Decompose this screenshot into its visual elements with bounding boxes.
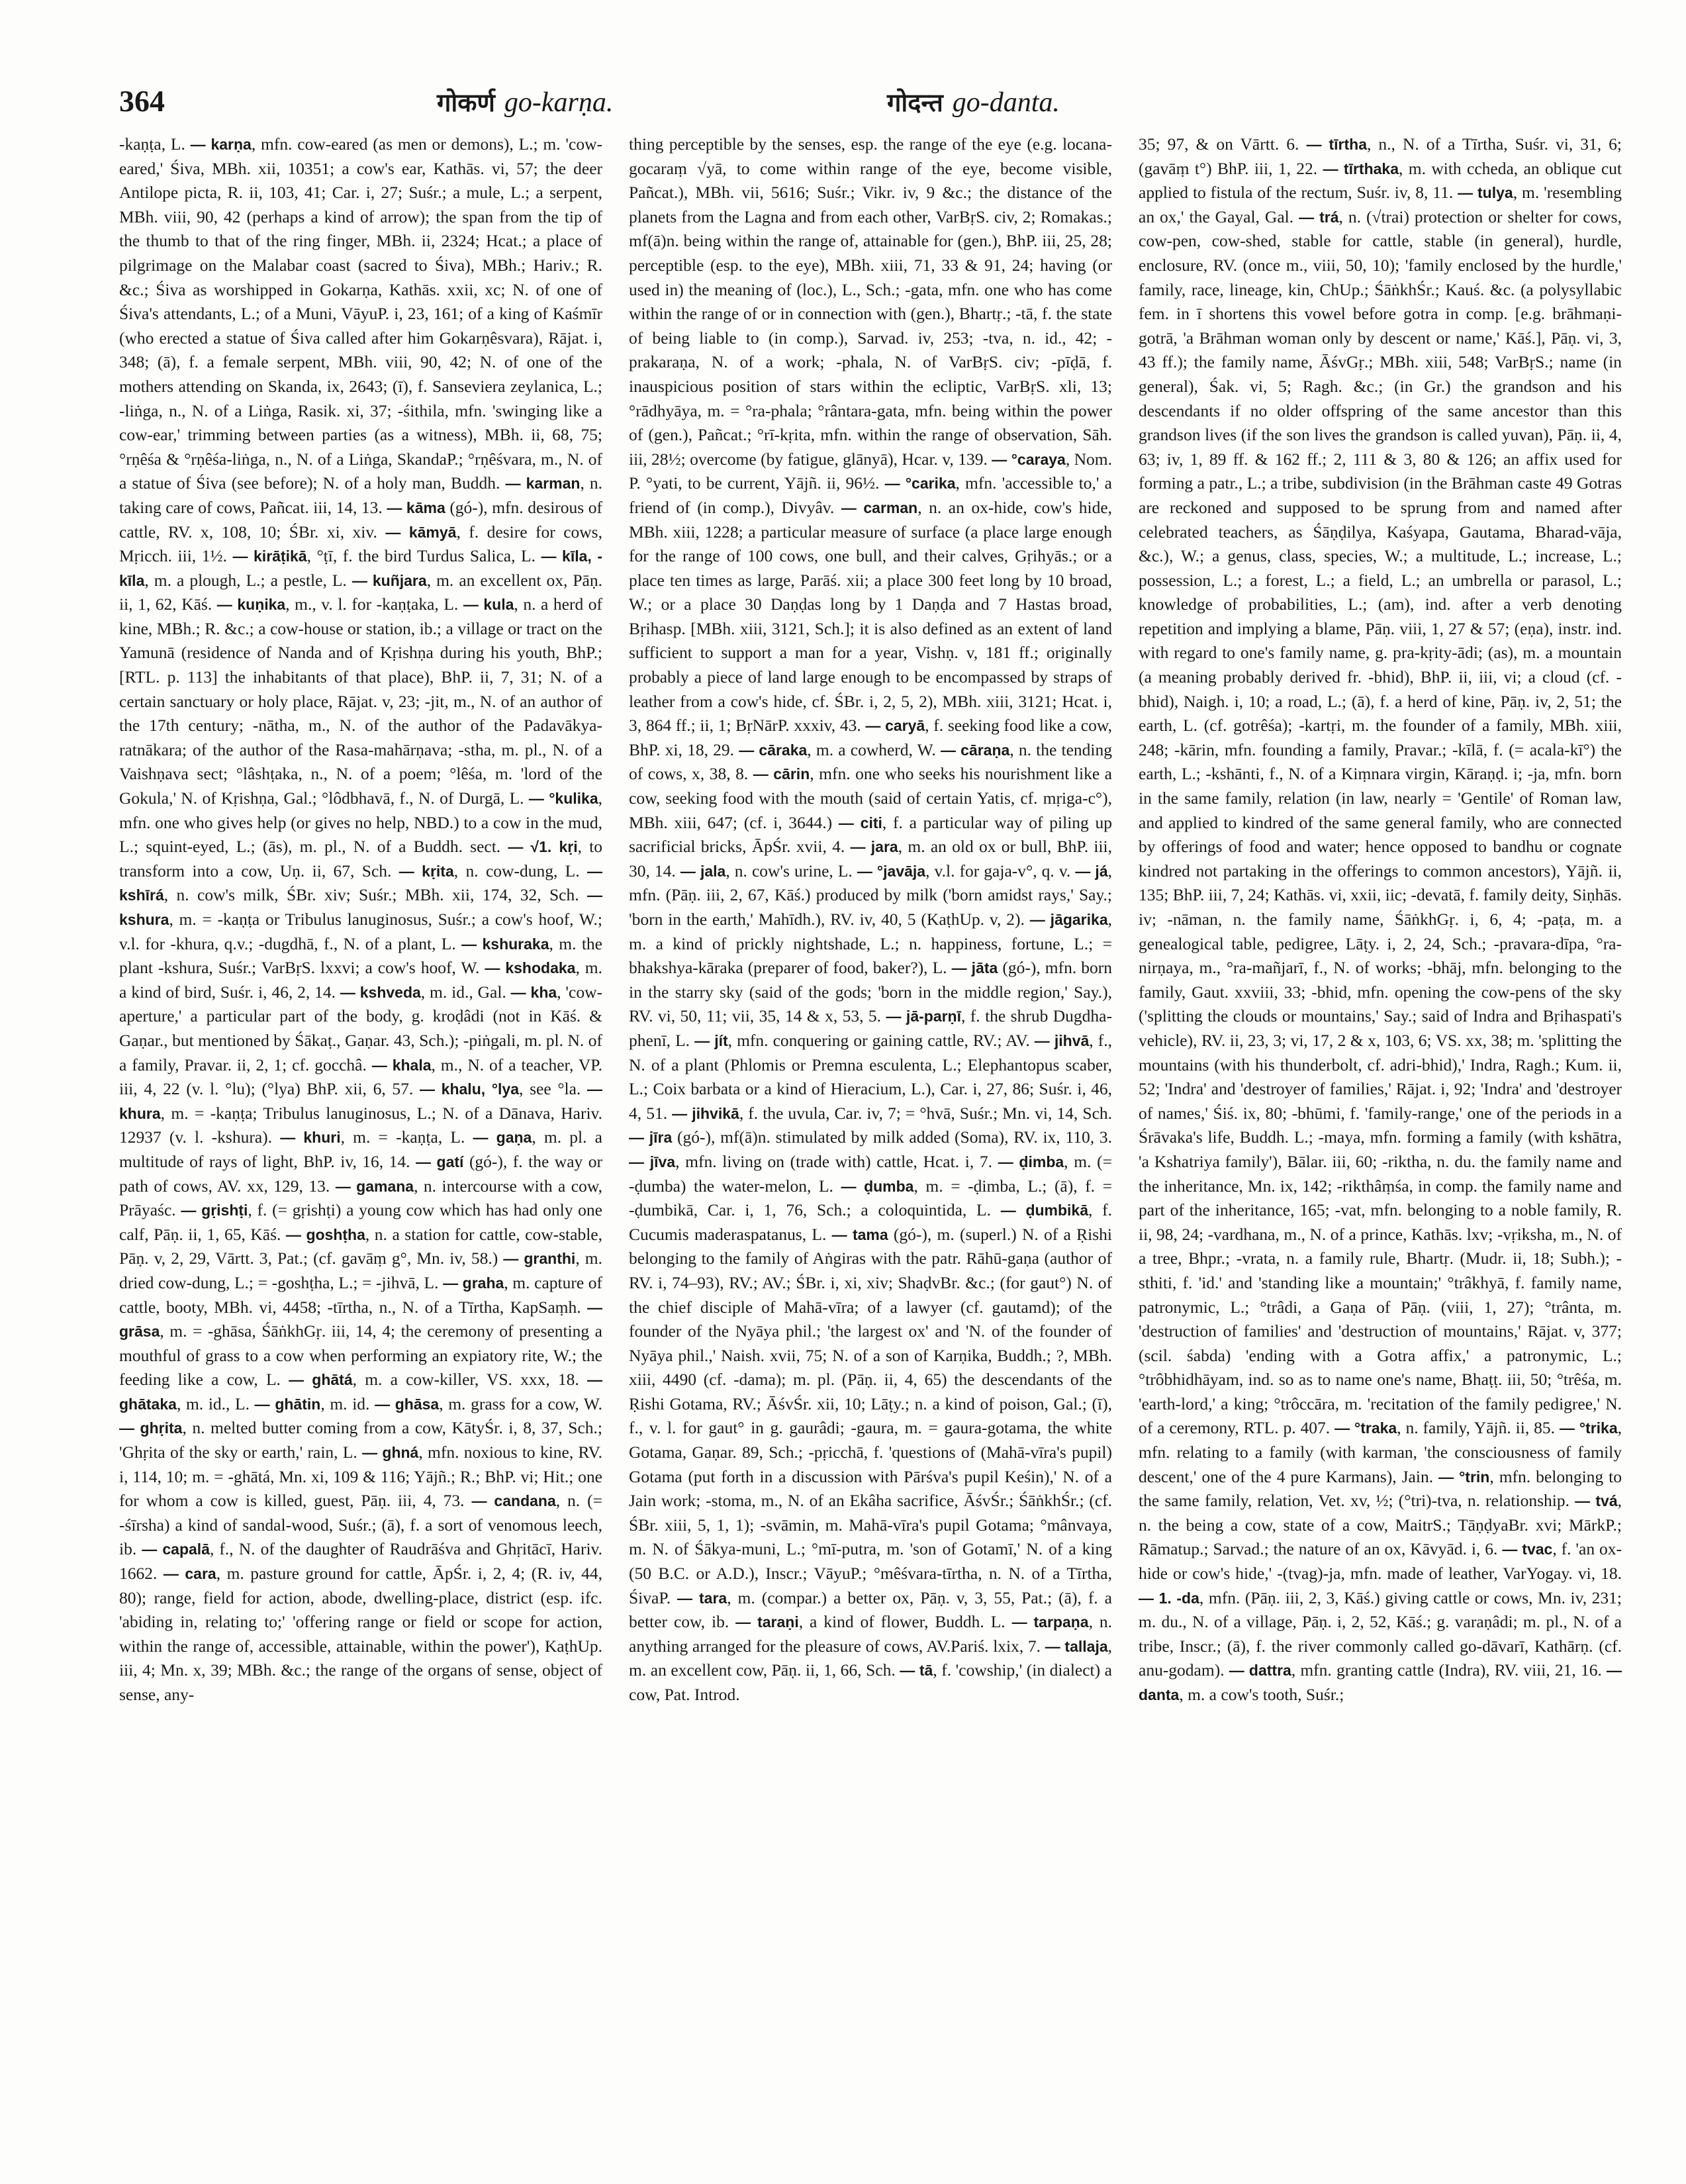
- page-number: 364: [119, 84, 165, 118]
- headword: — khura: [119, 1080, 602, 1122]
- definition-text: 35; 97, & on Vārtt. 6.: [1139, 134, 1307, 154]
- definition-text: , m. an excellent ox, Pāṇ. ii, 1, 62, Kāś.: [119, 570, 602, 614]
- headword: — tvac: [1502, 1541, 1553, 1558]
- definition-text: , n. cow's milk, ŚBr. xiv; Suśr.; MBh. xii, 174, 32, Sch.: [164, 885, 587, 905]
- definition-text: , mfn. one who gives help (or gives no help, NBD.) to a cow in the mud, L.; squint-eyed, L.; (ās), m. pl., N. of a Buddh. sect.: [119, 788, 602, 857]
- definition-text: , n. an ox-hide, cow's hide, MBh. xiii, 1228; a particular measure of surface (a place large enough for the range of 100 cows, one bull, and their calves, Gṛihyās.; or a place ten times as large, Parāś. xii; a place 300 feet long by 10 broad, W.; or a place 30 Daṇḍas long by 1 Daṇḍa and 7 Hastas broad, Bṛihasp. [MBh. xiii, 3121, Sch.]; it is also defined as an extent of land sufficient to support a man for a year, Vishṇ. v, 181 ff.; originally probably a piece of land large enough to be encompassed by straps of leather from a cow's hide, cf. ŚBr. i, 2, 5, 2), MBh. xiii, 3121; Hcat. i, 3, 864 ff.; ii, 1; BṛNārP. xxxiv, 43.: [629, 497, 1112, 736]
- column-2: [629, 132, 1112, 2158]
- headword: — tallaja: [1045, 1637, 1108, 1655]
- headword: — citi: [838, 814, 882, 831]
- headword: — jīva: [629, 1153, 676, 1170]
- running-head-right: [887, 85, 1060, 119]
- headword: — kṛita: [398, 862, 454, 880]
- definition-text: , f. a particular way of piling up sacrificial bricks, ĀpŚr. xvii, 4.: [629, 812, 1112, 857]
- headword: — gṛishṭi: [181, 1202, 248, 1219]
- definition-text: , to transform into a cow, Uṇ. ii, 67, Sch.: [119, 837, 602, 880]
- headword: — cara: [163, 1565, 216, 1583]
- headword: — kula: [463, 596, 514, 614]
- headword: — tīrthaka: [1323, 160, 1399, 177]
- headword: — 1. -da: [1139, 1589, 1199, 1607]
- definition-text: , n. a station for cattle, cow-stable, Pāṇ. v, 2, 29, Vārtt. 3, Pat.; (cf. gavāṃ g°, Mn. iv, 58.): [119, 1224, 602, 1268]
- definition-text: , mfn. granting cattle (Indra), RV. viii, 21, 16.: [1291, 1660, 1607, 1680]
- definition-text: , m. id., Gal.: [420, 982, 511, 1002]
- headword: — jihvā: [1034, 1031, 1090, 1049]
- headword: — trá: [1299, 208, 1339, 226]
- definition-text: , m. the plant -kshura, Suśr.; VarBṛS. lxxvi; a cow's hoof, W.: [119, 933, 602, 978]
- definition-text: , m. an excellent cow, Pāṇ. ii, 1, 66, Sch.: [629, 1636, 1112, 1680]
- definition-text: , m. capture of cattle, booty, MBh. vi, 4458; -tīrtha, n., N. of a Tīrtha, KapSaṃh.: [119, 1272, 602, 1317]
- definition-text: , f. seeking food like a cow, BhP. xi, 18, 29.: [629, 716, 1112, 759]
- headword: — °traka: [1335, 1419, 1397, 1437]
- headword: — ghātin: [254, 1395, 321, 1413]
- definition-text: , m. a cowherd, W.: [807, 739, 941, 759]
- definition-text: , m. a plough, L.; a pestle, L.: [144, 570, 352, 590]
- definition-text: , mfn. noxious to kine, RV. i, 114, 10; m. = -ghātá, Mn. xi, 109 & 116; Yājñ.; R.; BhP. vi; Hit.; one for whom a cow is killed, guest, Pāṇ. iii, 4, 73.: [119, 1443, 602, 1511]
- definition-text: -kaṇṭa, L.: [119, 134, 191, 154]
- headword: — candana: [471, 1492, 556, 1510]
- headword: — cāraṇa: [940, 741, 1010, 759]
- definition-text: , m. = -kaṇṭa; Tribulus lanuginosus, L.; N. of a Dānava, Hariv. 12937 (v. l. -kshura).: [119, 1103, 602, 1147]
- definition-text: , m. a cow's tooth, Suśr.;: [1179, 1685, 1344, 1704]
- headword: — kshodaka: [485, 959, 576, 977]
- definition-text: , m. (= -ḍumba) the water-melon, L.: [629, 1151, 1112, 1196]
- definition-text: , m. a kind of bird, Suśr. i, 46, 2, 14.: [119, 958, 602, 1002]
- headword: — danta: [1139, 1662, 1622, 1703]
- definition-text: , m. = -ḍimba, L.; (ā), f. = -ḍumbikā, Car. i, 1, 76, Sch.; a coloquintida, L.: [629, 1176, 1112, 1220]
- headword: — granthi: [503, 1250, 576, 1268]
- definition-text: , n. a herd of kine, MBh.; R. &c.; a cow-house or station, ib.; a village or tract on the Yamunā (residence of Nanda and of Kṛishṇa during his youth, BhP.; [RTL. p. 113] the inhabitants of that place), BhP. ii, 7, 31; N. of a certain sanctuary or holy place, Rājat. v, 23; -jit, m., N. of an author of the 17th century; -nātha, m., N. of the author of the Padavākya-ratnākara; of the author of the Rasa-mahārṇava; -stha, m. pl., N. of a Vaishṇava sect; °lâshṭaka, n., N. of a poem; °lêśa, m. 'lord of the Gokula,' N. of Kṛishṇa, Gal.; °lôdbhavā, f., N. of Durgā, L.: [119, 594, 602, 808]
- headword: — jāgarika: [1029, 911, 1108, 928]
- definition-text: , m. an old ox or bull, BhP. iii, 30, 14.: [629, 837, 1112, 880]
- definition-text: , m. 'resembling an ox,' the Gayal, Gal.: [1139, 183, 1622, 226]
- headword: — graha: [443, 1274, 504, 1292]
- definition-text: , f. the uvula, Car. iv, 7; = °hvā, Suśr.; Mn. vi, 14, Sch.: [739, 1103, 1112, 1123]
- headword: — jít: [694, 1031, 728, 1049]
- definition-text: , m. pl. a multitude of rays of light, BhP. iv, 16, 14.: [119, 1127, 602, 1171]
- column-2-text: [629, 132, 1112, 1707]
- definition-text: , m. grass for a cow, W.: [439, 1394, 602, 1413]
- definition-text: , Nom. P. °yati, to be current, Yājñ. ii, 96½.: [629, 449, 1112, 493]
- headword: — jā-parṇī: [886, 1008, 961, 1025]
- definition-text: , n. taking care of cows, Pañcat. iii, 14, 13.: [119, 473, 602, 517]
- definition-text: , mfn. belonging to the same family, relation, Vet. xv, ½; (°tri)-tva, n. relationship.: [1139, 1466, 1622, 1511]
- definition-text: , n. the being a cow, state of a cow, MaitrS.; TāṇḍyaBr. xvi; MārkP.; Rāmatup.; Sarvad.; the nature of an ox, Kāvyād. i, 6.: [1139, 1491, 1622, 1559]
- definition-text: , °ṭī, f. the bird Turdus Salica, L.: [306, 546, 541, 566]
- headword: — °carika: [884, 475, 956, 493]
- headword: — jala: [680, 862, 726, 880]
- definition-text: , f. (= gṛishṭi) a young cow which has had only one calf, Pāṇ. ii, 1, 65, Kāś.: [119, 1200, 602, 1244]
- headword: — grāsa: [119, 1298, 602, 1341]
- running-head-right-devanagari: गोदन्त: [887, 88, 943, 117]
- headword: — caryā: [865, 717, 925, 735]
- definition-text: (gó-), f. the way or path of cows, AV. xx, 129, 13.: [119, 1151, 602, 1196]
- headword: — ghātá: [289, 1371, 353, 1389]
- definition-text: , m. (compar.) a better ox, Pāṇ. v, 3, 55, Pat.; (ā), f. a better cow, ib.: [629, 1588, 1112, 1632]
- definition-text: , m., N. of a teacher, VP. iii, 4, 22 (v. l. °lu); (°lya) BhP. xii, 6, 57.: [119, 1055, 602, 1099]
- definition-text: , m. with ccheda, an oblique cut applied to fistula of the rectum, Suśr. iv, 8, 11.: [1139, 158, 1622, 203]
- definition-text: , mfn. one who seeks his nourishment like a cow, seeking food with the mouth (said of certain Yatis, cf. mṛiga-c°), MBh. xiii, 647; (cf. i, 3644.): [629, 764, 1112, 832]
- definition-text: , m. = -kaṇṭa or Tribulus lanuginosus, Suśr.; a cow's hoof, W.; v.l. for -khura, q.v.; -dugdhā, f., N. of a plant, L.: [119, 910, 602, 953]
- running-head-right-roman: go-danta.: [952, 87, 1060, 118]
- headword: — jīra: [629, 1129, 673, 1147]
- headword: — dattra: [1229, 1662, 1291, 1680]
- headword: — ghāsa: [375, 1395, 440, 1413]
- headword: — √1. kṛi: [508, 838, 578, 856]
- definition-text: , n. family, Yājñ. ii, 85.: [1397, 1418, 1560, 1438]
- page-header: [119, 83, 1620, 130]
- headword: — tarpaṇa: [1011, 1613, 1089, 1631]
- headword: — kuñjara: [351, 571, 427, 589]
- definition-text: , m. id., L.: [176, 1394, 255, 1413]
- headword: — kshuraka: [461, 935, 549, 953]
- headword: — ḍumbikā: [1000, 1202, 1089, 1219]
- definition-text: , a kind of flower, Buddh. L.: [798, 1612, 1012, 1632]
- headword: — °kulika: [528, 790, 598, 808]
- definition-text: , f. 'cowship,' (in dialect) a cow, Pat. Introd.: [629, 1660, 1112, 1704]
- headword: — gamana: [335, 1177, 414, 1195]
- headword: — ghṛita: [119, 1419, 183, 1437]
- headword: — °javāja: [857, 862, 926, 880]
- headword: — ghātaka: [119, 1371, 602, 1413]
- running-head-left: [437, 85, 613, 119]
- definition-text: , f., N. of a plant (Phlomis or Premna esculenta, L.; Elephantopus scaber, L.; Coix barbata or a kind of Hieracium, L.), Car. i, 27, 86; Suśr. i, 46, 4, 51.: [629, 1030, 1112, 1123]
- headword: — tulya: [1458, 184, 1513, 202]
- definition-text: , n. the tending of cows, x, 38, 8.: [629, 739, 1112, 784]
- headword: — tīrtha: [1306, 136, 1368, 153]
- definition-text: , n., N. of a Tīrtha, Suśr. vi, 31, 6; (gavāṃ t°) BhP. iii, 1, 22.: [1139, 134, 1622, 178]
- column-3: [1139, 132, 1622, 2158]
- headword: — °trika: [1559, 1419, 1618, 1437]
- dictionary-columns: [119, 132, 1622, 2158]
- definition-text: , m. = -ghāsa, ŚāṅkhGṛ. iii, 14, 4; the ceremony of presenting a mouthful of grass to a cow when performing an expiatory rite, W.; the feeding like a cow, L.: [119, 1321, 602, 1390]
- headword: — khalu, °lya: [419, 1080, 520, 1098]
- headword: — tā: [900, 1662, 933, 1680]
- definition-text: , n. cow's urine, L.: [726, 861, 857, 880]
- headword: — jāta: [951, 959, 998, 977]
- headword: — karṇa: [190, 136, 252, 153]
- definition-text: , see °la.: [519, 1079, 587, 1099]
- definition-text: , n. cow-dung, L.: [453, 861, 587, 880]
- headword: — kāmyā: [385, 523, 457, 541]
- definition-text: , f., N. of the daughter of Raudrāśva and Ghṛitācī, Hariv. 1662.: [119, 1539, 602, 1584]
- headword: — cāraka: [739, 741, 808, 759]
- headword: — kāma: [387, 499, 445, 516]
- headword: — ḍumba: [841, 1177, 914, 1195]
- definition-text: , m. id.: [320, 1394, 375, 1413]
- headword: — jihvikā: [672, 1104, 739, 1122]
- column-1-text: [119, 132, 602, 1707]
- headword: — karman: [505, 475, 581, 493]
- definition-text: , n. (= -śīrsha) a kind of sandal-wood, Suśr.; (ā), f. a sort of venomous leech, ib.: [119, 1491, 602, 1559]
- definition-text: , m. dried cow-dung, L.; = -goshṭha, L.; = -jihvā, L.: [119, 1249, 602, 1292]
- definition-text: , m., v. l. for -kaṇṭaka, L.: [285, 594, 463, 614]
- headword: — tvá: [1575, 1492, 1618, 1510]
- definition-text: , mfn. 'accessible to,' a friend of (in comp.), Divyâv.: [629, 473, 1112, 517]
- definition-text: , n. anything arranged for the pleasure of cows, AV.Pariś. lxix, 7.: [629, 1612, 1112, 1656]
- headword: — kuṇika: [216, 596, 286, 614]
- headword: — kirāṭikā: [232, 547, 307, 565]
- definition-text: , m. a kind of prickly nightshade, L.; n. happiness, fortune, L.; = bhakshya-kāraka (preparer of food, baker?), L.: [629, 910, 1112, 978]
- headword: — gaṇa: [473, 1129, 532, 1147]
- headword: — kīla, -kīla: [119, 547, 602, 589]
- headword: — kha: [510, 983, 557, 1001]
- running-head-left-devanagari: गोकर्ण: [437, 88, 495, 117]
- definition-text: (gó-), mfn. born in the starry sky (said of the gods; 'born in the middle region,' Say.), RV. vi, 50, 11; vii, 35, 14 & x, 53, 5.: [629, 958, 1112, 1026]
- definition-text: , 'cow-aperture,' a particular part of the body, g. kroḍâdi (not in Kāś. & Gaṇar., but mentioned by Śākaṭ., Gaṇar. 43, Sch.); -piṅgali, m. pl. N. of a family, Pravar. ii, 2, 1; cf. gocchâ.: [119, 982, 602, 1074]
- headword: — cārin: [753, 765, 810, 783]
- definition-text: , v.l. for gaja-v°, q. v.: [925, 861, 1076, 880]
- headword: — °trin: [1438, 1468, 1490, 1486]
- definition-text: , m. a cow-killer, VS. xxx, 18.: [352, 1370, 587, 1390]
- headword: — gatí: [416, 1153, 464, 1170]
- headword: — ḍimba: [998, 1153, 1064, 1170]
- column-3-text: [1139, 132, 1622, 1707]
- definition-text: , f. Cucumis maderaspatanus, L.: [629, 1200, 1112, 1244]
- headword: — ghná: [362, 1444, 419, 1462]
- definition-text: , f. the shrub Dugdha-phenī, L.: [629, 1006, 1112, 1050]
- headword: — goshṭha: [285, 1225, 365, 1243]
- headword: — kshveda: [340, 983, 421, 1001]
- headword: — taraṇi: [735, 1613, 799, 1631]
- definition-text: , mfn. living on (trade with) cattle, Hcat. i, 7.: [675, 1151, 998, 1171]
- definition-text: thing perceptible by the senses, esp. the range of the eye (e.g. locana-gocaraṃ √yā, to come within range of the eye, become visible, Pañcat.), MBh. vii, 5616; Suśr.; Vikr. iv, 9 &c.; the distance of the planets from the Lagna and from each other, VarBṛS. civ, 2; Romakas.; mf(ā)n. being within the range of, attainable for (gen.), BhP. iii, 25, 28; perceptible (esp. to the eye), MBh. xiii, 71, 33 & 91, 24; having (or used in) the meaning of (loc.), L., Sch.; -gata, mfn. one who has come within the range of or in connection with (gen.), Bhartṛ.; -tā, f. the state of being liable to (in comp.), Sarvad. iv, 253; -tva, n. id., 42; -prakaraṇa, N. of a work; -phala, N. of VarBṛS. civ; -pīḍā, f. inauspicious position of stars within the ecliptic, VarBṛS. xli, 13; °rādhyāya, m. = °ra-phala; °rântara-gata, mfn. being within the power of (gen.), Pañcat.; °rī-kṛita, mfn. within the range of observation, Sāh. iii, 28½; overcome (by fatigue, glānyā), Hcar. v, 139.: [629, 134, 1112, 469]
- definition-text: , f. 'an ox-hide or cow's hide,' -(tvag)-ja, mfn. made of leather, VarYogay. vi, 18.: [1139, 1539, 1622, 1584]
- headword: — °caraya: [992, 450, 1066, 468]
- definition-text: , mfn. (Pāṇ. iii, 2, 67, Kāś.) produced by milk ('born amidst rays,' Say.; 'born in the earth,' Mahīdh.), RV. iv, 40, 5 (KaṭhUp. v, 2).: [629, 861, 1112, 929]
- definition-text: , mfn. conquering or gaining cattle, RV.; AV.: [727, 1030, 1035, 1050]
- definition-text: , n. intercourse with a cow, Prāyaśc.: [119, 1176, 602, 1220]
- headword: — tara: [677, 1589, 727, 1607]
- headword: — kshura: [119, 886, 602, 928]
- headword: — jara: [850, 838, 898, 856]
- definition-text: , mfn. relating to a family (with karman, 'the consciousness of family descent,' one of the 4 pure Karmans), Jain.: [1139, 1418, 1622, 1486]
- definition-text: , m. = -kaṇṭa, L.: [340, 1127, 473, 1147]
- headword: — capalā: [142, 1541, 210, 1558]
- definition-text: , mfn. cow-eared (as men or demons), L.; m. 'cow-eared,' Śiva, MBh. xii, 10351; a cow's ear, Kathās. vi, 57; the deer Antilope picta, R. ii, 103, 41; Car. i, 27; Suśr.; a mule, L.; a serpent, MBh. viii, 90, 42 (perhaps a kind of arrow); the span from the tip of the thumb to that of the ring finger, MBh. ii, 2324; Hcat.; a place of pilgrimage on the Malabar coast (sacred to Śiva), MBh.; Hariv.; R. &c.; Śiva as worshipped in Gokarṇa, Kathās. xxii, xc; N. of one of Śiva's attendants, L.; of a Muni, VāyuP. i, 23, 161; of a king of Kaśmīr (who erected a statue of Śiva called after him Gokarṇêsvara), Rājat. i, 348; (ā), f. a female serpent, MBh. viii, 90, 42; N. of one of the mothers attending on Skanda, ix, 2643; (ī), f. Sanseviera zeylanica, L.; -liṅga, n., N. of a Liṅga, Rasik. xi, 37; -śithila, mfn. 'swinging like a cow-ear,' trimming between parties (as a witness), MBh. ii, 68, 75; °rṇêśa & °rṇêśa-liṅga, n., N. of a Liṅga, SkandaP.; °rṇêśvara, m., N. of a statue of Śiva (see before); N. of a holy man, Buddh.: [119, 134, 602, 493]
- definition-text: (gó-), mf(ā)n. stimulated by milk added (Soma), RV. ix, 110, 3.: [672, 1127, 1112, 1147]
- headword: — khala: [371, 1056, 432, 1074]
- column-1: [119, 132, 602, 2158]
- headword: — já: [1075, 862, 1108, 880]
- headword: — khuri: [280, 1129, 341, 1147]
- headword: — kshīrá: [119, 862, 602, 904]
- definition-text: , n. melted butter coming from a cow, KātyŚr. i, 8, 37, Sch.; 'Ghṛita of the sky or earth,' rain, L.: [119, 1418, 602, 1462]
- definition-text: , n. (√trai) protection or shelter for cows, cow-pen, cow-shed, stable for cattle, stable (in general), hurdle, enclosure, RV. (once m., viii, 50, 10); 'family enclosed by the hurdle,' family, race, lineage, kin, ChUp.; ŚāṅkhŚr.; Kauś. &c. (a polysyllabic fem. in ī shortens this vowel before gotra in comp. [e.g. brāhmaṇi-gotrā, 'a Brāhman woman only by descent or name,' Kāś.], Pāṇ. vi, 3, 43 ff.); the family name, ĀśvGṛ.; MBh. xiii, 548; VarBṛS.; name (in general), Śak. vi, 5; Ragh. &c.; (in Gr.) the grandson and his descendants if no older offspring of the same ancestor than this grandson lives (if the son lives the grandson is called yuvan), Pāṇ. ii, 4, 63; iv, 1, 89 ff. & 162 ff.; 2, 111 & 3, 80 & 126; an affix used for forming a patr., L.; a tribe, subdivision (in the Brāhman caste 49 Gotras are reckoned and supposed to be sprung from and named after celebrated teachers, as Śāṇḍilya, Kaśyapa, Gautama, Bharad-vāja, &c.), W.; a genus, class, species, W.; a multitude, L.; increase, L.; possession, L.; a forest, L.; a field, L.; an umbrella or parasol, L.; knowledge of probabilities, L.; (am), ind. after a verb denoting repetition and implying a blame, Pāṇ. viii, 1, 27 & 57; (eṇa), instr. ind. with regard to one's family name, g. pra-kṛity-ādi; (as), m. a mountain (a meaning probably derived fr. -bhid), BhP. ii, iii, vi; a cloud (cf. -bhid), Naigh. i, 10; a road, L.; (ā), f. a herd of kine, Pāṇ. iv, 2, 51; the earth, L. (cf. gotrêśa); -kartṛi, m. the founder of a family, MBh. xiii, 248; -kārin, mfn. founding a family, Pravar.; -kīlā, f. (= acala-kī°) the earth, L.; -kshānti, f., N. of a Kiṃnara virgin, Kāraṇḍ. i; -ja, mfn. born in the same family, relation (in law, nearly = 'Gentile' of Roman law, and applied to kindred of the same general family, who are connected by offerings of food and water; hence opposed to bandhu or cognate kindred not partaking in the offerings to common ancestors), Yājñ. ii, 135; BhP. iii, 7, 24; Kathās. vi, xxii, iic; -devatā, f. family deity, Siṇhās. iv; -nāman, n. the family name, ŚāṅkhGṛ. i, 6, 4; -paṭa, m. a genealogical table, pedigree, Lāṭy. i, 2, 24, Sch.; -pravara-dīpa, °ra-nirṇaya, m., °ra-mañjarī, f., N. of works; -bhāj, mfn. belonging to the family, Gaut. xxviii, 33; -bhid, mfn. opening the cow-pens of the sky ('splitting the clouds or mountains,' Say.; said of Indra and Bṛihaspati's vehicle), RV. ii, 23, 3; vi, 17, 2 & x, 103, 6; VS. xx, 38; m. 'splitting the mountains (with his thunderbolt, cf. adri-bhid),' Indra, Ragh.; Kum. ii, 52; 'Indra' and 'destroyer of families,' Rājat. i, 92; 'Indra' and 'destroyer of names,' Śiś. ix, 80; -bhūmi, f. 'family-range,' one of the periods in a Śrāvaka's life, Buddh. L.; -maya, mfn. forming a family (with kshātra, 'a Kshatriya family'), Bālar. iii, 60; -riktha, n. du. the family name and the inheritance, Mn. ix, 142; -rikthâṃśa, in comp. the family name and part of the inheritance, 165; -vat, mfn. belonging to a noble family, R. ii, 98, 24; -vardhana, m., N. of a prince, Kathās. lxv; -vṛiksha, m., N. of a tree, Bhpr.; -vrata, n. a family rule, Bhartṛ. (Mudr. ii, 18; Subh.); -sthiti, f. 'id.' and 'standing like a mountain;' °trâkhyā, f. family name, patronymic, L.; °trâdi, a Gaṇa of Pāṇ. (viii, 1, 27); °trânta, m. 'destruction of families' and 'destruction of mountains,' Rājat. v, 377; (scil. śabda) 'ending with a Gotra affix,' a patronymic, L.; °trôbhidhāyam, ind. so as to name one's name, Bhaṭṭ. iii, 50; °trêśa, m. 'earth-lord,' a king; °trôccāra, m. 'recitation of the family pedigree,' N. of a ceremony, RTL. p. 407.: [1139, 207, 1622, 1438]
- definition-text: (gó-), m. (superl.) N. of a Ṛishi belonging to the family of Aṅgiras with the patr. Rāhū-gaṇa (author of RV. i, 74–93), RV.; AV.; ŚBr. i, xi, xiv; ShaḍvBr. &c.; (for gaut°) N. of the chief disciple of Mahā-vīra; of a lawyer (cf. gautamd); of the founder of the Nyāya phil.; 'the largest ox' and 'N. of the founder of Nyāya phil.,' Naish. xvii, 75; N. of a son of Karṇika, Buddh.; ?, MBh. xiii, 4490 (cf. -dama); m. pl. (Pāṇ. ii, 4, 65) the descendants of the Ṛishi Gotama, RV.; ĀśvŚr. xii, 10; Lāṭy.; n. a kind of poison, Gal.; (ī), f., v. l. for gaut° in g. gaurâdi; -gaura, m. = gaura-gotama, the white Gotama, Gaṇar. 89, Sch.; -pṛicchā, f. 'questions of (Mahā-vīra's pupil) Gotama (put forth in a discussion with Pārśva's pupil Keśin),' N. of a Jain work; -stoma, m., N. of an Ekâha sacrifice, ĀśvŚr.; ŚāṅkhŚr.; (cf. ŚBr. xiii, 5, 1, 1); -svāmin, m. Mahā-vīra's pupil Gotama; °mânvaya, m. N. of Śākya-muni, L.; °mī-putra, m. 'son of Gotamī,' N. of a king (50 B.C. or A.D.), Inscr.; VāyuP.; °mêśvara-tīrtha, n. N. of a Tīrtha, ŚivaP.: [629, 1224, 1112, 1607]
- definition-text: , mfn. (Pāṇ. iii, 2, 3, Kāś.) giving cattle or cows, Mn. iv, 231; m. du., N. of a village, Pāṇ. i, 2, 52, Kāś.; g. varaṇâdi; m. pl., N. of a tribe, Inscr.; (ā), f. the river commonly called go-dāvarī, Kathārṇ. (cf. anu-godam).: [1139, 1588, 1622, 1680]
- definition-text: (gó-), mfn. desirous of cattle, RV. x, 108, 10; ŚBr. xi, xiv.: [119, 497, 602, 542]
- headword: — carman: [841, 499, 918, 516]
- definition-text: , f. desire for cows, Mṛicch. iii, 1½.: [119, 522, 602, 566]
- definition-text: , m. pasture ground for cattle, ĀpŚr. i, 2, 4; (R. iv, 44, 80); range, field for action, abode, dwelling-place, district (esp. ifc. 'abiding in, relating to;' 'offering range or field or scope for action, within the range of, accessible, attainable, within the power'), KaṭhUp. iii, 4; Mn. x, 39; MBh. &c.; the range of the organs of sense, object of sense, any-: [119, 1564, 602, 1704]
- headword: — tama: [831, 1225, 888, 1243]
- running-head-left-roman: go-karṇa.: [504, 87, 614, 118]
